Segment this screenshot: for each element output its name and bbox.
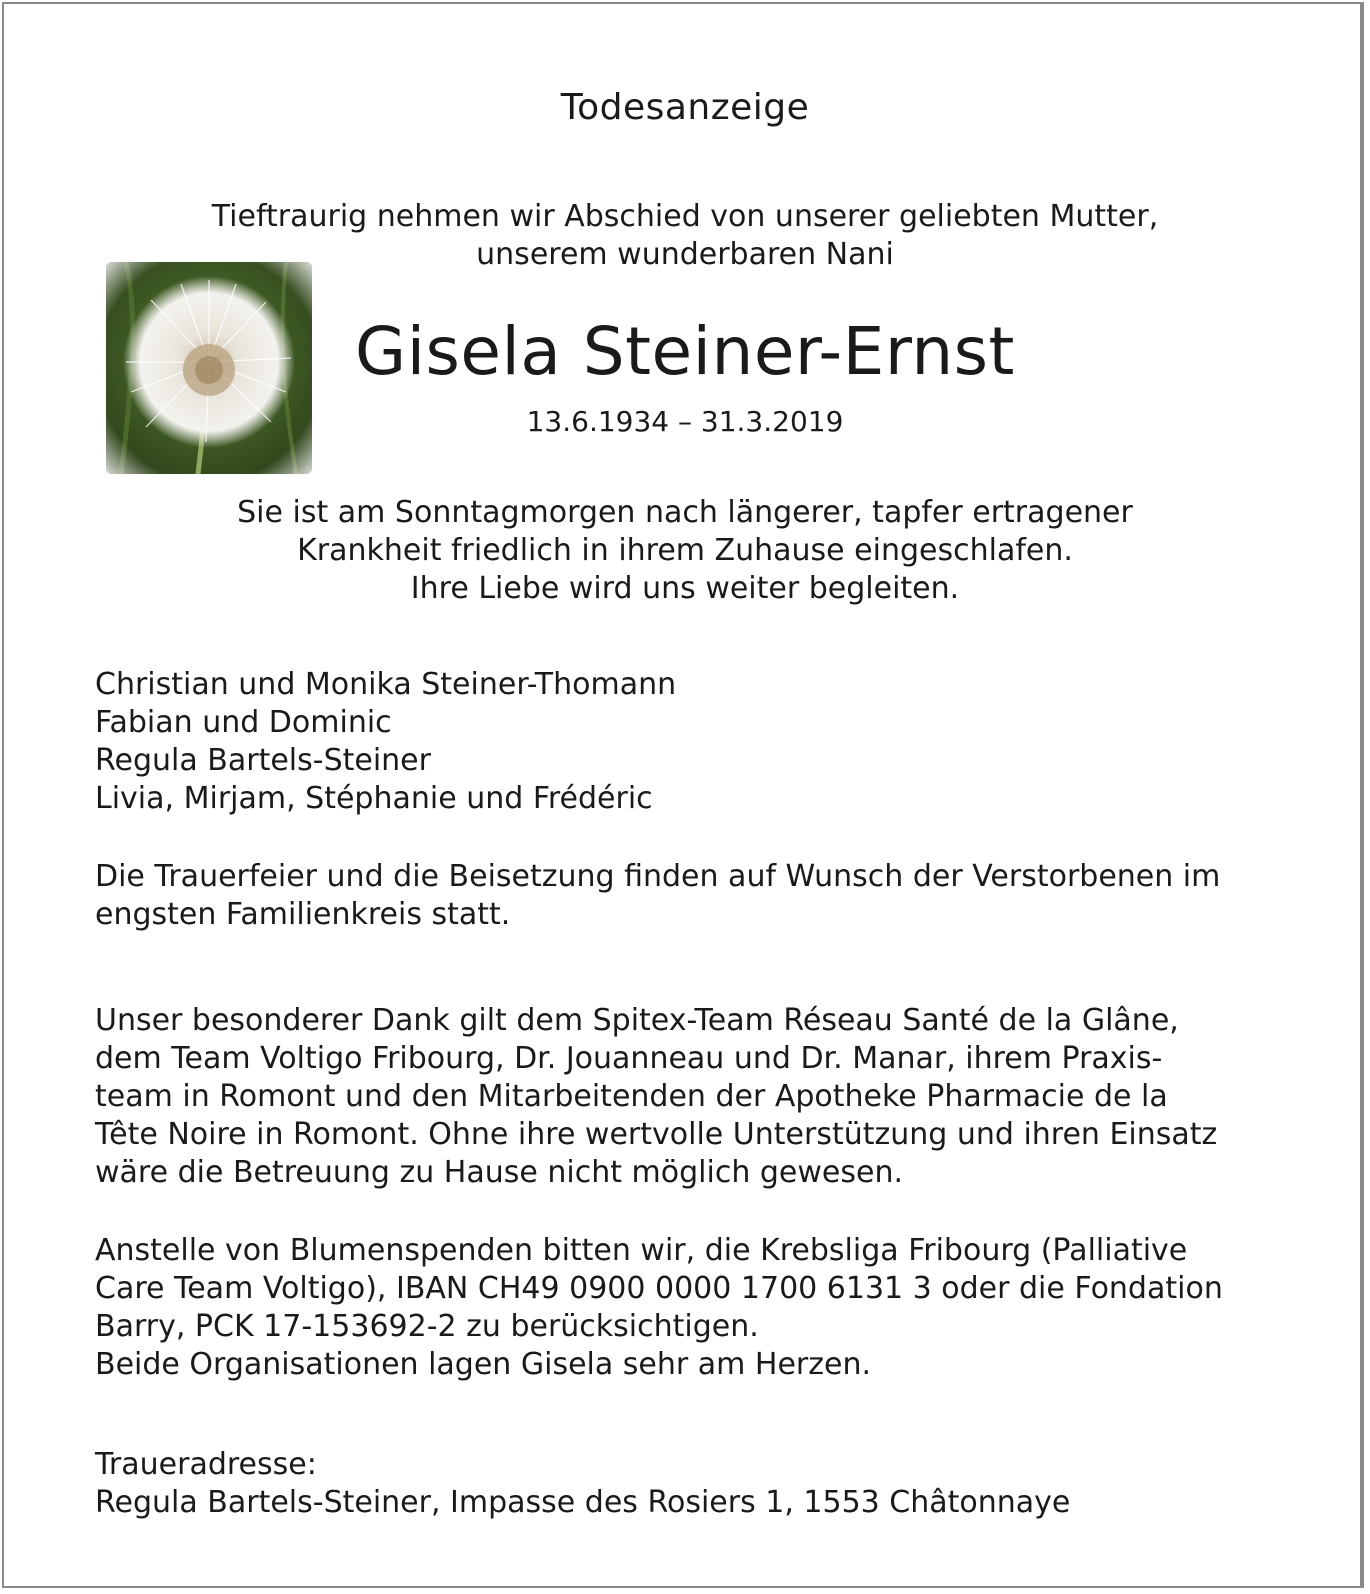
thanks-line: team in Romont und den Mitarbeitenden der Apotheke Pharmacie de la — [95, 1079, 1168, 1114]
thanks-paragraph — [95, 1002, 1345, 1192]
donation-line: Anstelle von Blumenspenden bitten wir, die Krebsliga Fribourg (Palliative — [95, 1233, 1188, 1268]
family-member: Christian und Monika Steiner-Thomann — [95, 667, 677, 702]
mourning-address — [95, 1446, 1345, 1522]
funeral-line: engsten Familienkreis statt. — [95, 897, 511, 932]
family-list — [95, 666, 1345, 818]
donation-line: Beide Organisationen lagen Gisela sehr am Herzen. — [95, 1347, 872, 1382]
thanks-line: Unser besonderer Dank gilt dem Spitex-Team Réseau Santé de la Glâne, — [95, 1003, 1179, 1038]
thanks-line: wäre die Betreuung zu Hause nicht möglich gewesen. — [95, 1155, 904, 1190]
thanks-line: dem Team Voltigo Fribourg, Dr. Jouanneau und Dr. Manar, ihrem Praxis- — [95, 1041, 1163, 1076]
donation-line: Care Team Voltigo), IBAN CH49 0900 0000 1700 6131 3 oder die Fondation — [95, 1271, 1223, 1306]
family-member: Fabian und Dominic — [95, 705, 392, 740]
life-dates: 13.6.1934 – 31.3.2019 — [526, 405, 844, 438]
funeral-line: Die Trauerfeier und die Beisetzung finden auf Wunsch der Verstorbenen im — [95, 859, 1221, 894]
funeral-notice — [95, 858, 1345, 934]
deceased-name: Gisela Steiner-Ernst — [355, 313, 1015, 390]
address-value: Regula Bartels-Steiner, Impasse des Rosiers 1, 1553 Châtonnaye — [95, 1485, 1071, 1520]
donation-line: Barry, PCK 17-153692-2 zu berücksichtigen. — [95, 1309, 759, 1344]
donation-paragraph — [95, 1232, 1345, 1384]
message-line: Ihre Liebe wird uns weiter begleiten. — [410, 571, 960, 606]
address-label: Traueradresse: — [95, 1447, 317, 1482]
intro-line: unserem wunderbaren Nani — [476, 237, 894, 272]
thanks-line: Tête Noire in Romont. Ohne ihre wertvolle Unterstützung und ihren Einsatz — [95, 1117, 1218, 1152]
message-line: Krankheit friedlich in ihrem Zuhause eingeschlafen. — [297, 533, 1073, 568]
page-title: Todesanzeige — [560, 87, 810, 128]
message-line: Sie ist am Sonntagmorgen nach längerer, tapfer ertragener — [237, 495, 1133, 530]
family-member: Regula Bartels-Steiner — [95, 743, 431, 778]
family-member: Livia, Mirjam, Stéphanie und Frédéric — [95, 781, 653, 816]
intro-line: Tieftraurig nehmen wir Abschied von unserer geliebten Mutter, — [211, 199, 1159, 234]
farewell-message — [0, 494, 1370, 608]
